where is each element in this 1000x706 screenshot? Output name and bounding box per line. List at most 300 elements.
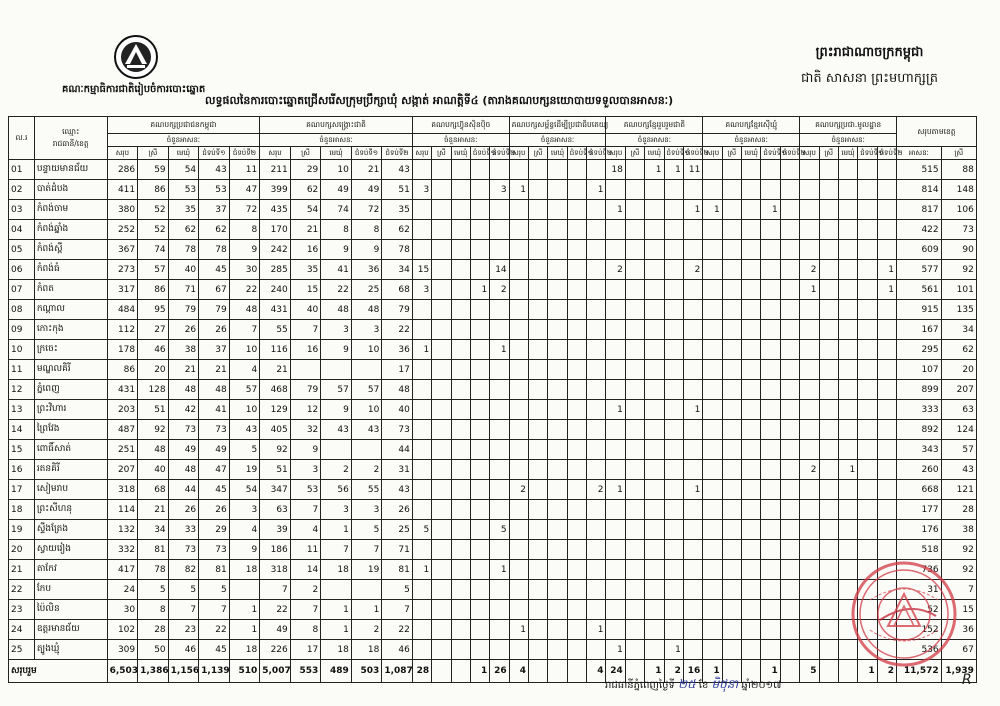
- row-cell: [567, 200, 586, 220]
- row-cell: [606, 340, 625, 360]
- row-cell: 317: [107, 280, 138, 300]
- row-cell: [664, 600, 683, 620]
- row-cell: [838, 520, 857, 540]
- row-cell: 16: [290, 240, 321, 260]
- row-province: មណ្ឌលគិរី: [34, 360, 107, 380]
- row-cell: 399: [260, 180, 291, 200]
- row-cell: [761, 280, 780, 300]
- row-cell: 17: [382, 360, 413, 380]
- row-cell: [722, 320, 741, 340]
- row-cell: 49: [321, 180, 352, 200]
- row-cell: 21: [168, 360, 199, 380]
- row-cell: [858, 500, 877, 520]
- row-cell: 915: [897, 300, 942, 320]
- row-cell: [470, 500, 489, 520]
- header-party-4: គណបក្សសម្ព័ន្ធដើម្បីប្រជាធិបតេយ្យ: [509, 117, 606, 134]
- row-cell: [529, 200, 548, 220]
- row-cell: 71: [168, 280, 199, 300]
- row-cell: 62: [168, 220, 199, 240]
- row-cell: [761, 480, 780, 500]
- row-cell: [567, 320, 586, 340]
- row-cell: [683, 180, 702, 200]
- row-cell: [703, 320, 722, 340]
- row-cell: 48: [351, 300, 382, 320]
- row-cell: [625, 260, 644, 280]
- row-cell: 43: [941, 460, 976, 480]
- row-cell: [858, 380, 877, 400]
- row-cell: 10: [229, 400, 260, 420]
- row-cell: 152: [897, 620, 942, 640]
- row-cell: 92: [941, 560, 976, 580]
- row-cell: [780, 460, 799, 480]
- row-cell: 3: [321, 320, 352, 340]
- row-cell: 2: [351, 620, 382, 640]
- row-cell: [703, 580, 722, 600]
- row-cell: [742, 260, 761, 280]
- row-cell: 1: [800, 280, 819, 300]
- row-cell: [451, 340, 470, 360]
- row-cell: [548, 520, 567, 540]
- row-cell: 18: [229, 640, 260, 660]
- row-cell: [819, 640, 838, 660]
- row-cell: [761, 560, 780, 580]
- row-cell: 49: [351, 180, 382, 200]
- row-cell: [877, 220, 896, 240]
- row-cell: [625, 300, 644, 320]
- row-cell: [509, 440, 528, 460]
- row-cell: [412, 220, 431, 240]
- row-cell: [451, 380, 470, 400]
- row-cell: 1: [838, 460, 857, 480]
- row-cell: 86: [107, 360, 138, 380]
- row-cell: [625, 500, 644, 520]
- row-cell: [838, 500, 857, 520]
- total-cell: [529, 660, 548, 683]
- row-cell: 46: [382, 640, 413, 660]
- row-cell: 2: [800, 460, 819, 480]
- row-cell: 86: [138, 280, 169, 300]
- row-cell: 5: [138, 580, 169, 600]
- row-cell: [587, 260, 606, 280]
- row-cell: [509, 500, 528, 520]
- row-cell: [470, 360, 489, 380]
- header-seats-label: ចំនួនអាសនៈ: [107, 134, 260, 147]
- row-cell: [645, 460, 664, 480]
- row-cell: [432, 520, 451, 540]
- row-cell: [567, 260, 586, 280]
- row-cell: [742, 440, 761, 460]
- total-cell: 4: [509, 660, 528, 683]
- row-cell: 5: [351, 520, 382, 540]
- row-cell: 41: [321, 260, 352, 280]
- row-cell: [509, 340, 528, 360]
- row-cell: 40: [382, 400, 413, 420]
- header-sub-1: សរុប: [260, 147, 291, 160]
- row-cell: [432, 380, 451, 400]
- row-cell: 1: [587, 180, 606, 200]
- row-cell: [567, 500, 586, 520]
- row-cell: [683, 380, 702, 400]
- row-cell: 33: [168, 520, 199, 540]
- row-cell: 7: [290, 600, 321, 620]
- row-cell: 26: [382, 500, 413, 520]
- date-place: រាជធានីភ្នំពេញថ្ងៃទី: [605, 680, 675, 691]
- header-sub-4: ជំទប់ទី១: [761, 147, 780, 160]
- row-cell: [683, 360, 702, 380]
- row-cell: 561: [897, 280, 942, 300]
- row-cell: [412, 440, 431, 460]
- table-row: [9, 520, 977, 540]
- row-cell: [780, 240, 799, 260]
- row-cell: [877, 300, 896, 320]
- row-cell: 15: [941, 600, 976, 620]
- row-cell: [664, 240, 683, 260]
- row-cell: [606, 620, 625, 640]
- table-row: [9, 220, 977, 240]
- row-province: រតនគិរី: [34, 460, 107, 480]
- row-cell: 15: [412, 260, 431, 280]
- header-party-5: គណបក្សខ្មែររួបរួមជាតិ: [606, 117, 703, 134]
- row-cell: [470, 560, 489, 580]
- row-cell: 207: [107, 460, 138, 480]
- row-cell: [548, 280, 567, 300]
- row-cell: 48: [168, 380, 199, 400]
- row-cell: 211: [260, 160, 291, 180]
- row-cell: [780, 280, 799, 300]
- total-cell: 1: [703, 660, 722, 683]
- row-cell: 30: [229, 260, 260, 280]
- row-cell: [722, 620, 741, 640]
- row-cell: 1: [683, 200, 702, 220]
- row-number: 03: [9, 200, 35, 220]
- row-cell: 78: [382, 240, 413, 260]
- row-cell: 15: [290, 280, 321, 300]
- row-cell: [819, 480, 838, 500]
- table-row: [9, 240, 977, 260]
- row-cell: [780, 180, 799, 200]
- row-cell: 7: [351, 540, 382, 560]
- row-cell: 1: [229, 600, 260, 620]
- row-cell: 36: [941, 620, 976, 640]
- row-cell: [432, 300, 451, 320]
- header-sub-4: ជំទប់ទី១: [470, 147, 489, 160]
- row-cell: [800, 500, 819, 520]
- row-cell: 95: [138, 300, 169, 320]
- row-cell: [761, 440, 780, 460]
- row-cell: [742, 480, 761, 500]
- row-cell: 116: [260, 340, 291, 360]
- row-cell: [838, 240, 857, 260]
- row-cell: [703, 280, 722, 300]
- row-cell: [664, 260, 683, 280]
- row-cell: [761, 360, 780, 380]
- row-cell: 34: [382, 260, 413, 280]
- row-cell: [451, 240, 470, 260]
- row-cell: [509, 360, 528, 380]
- row-cell: 79: [290, 380, 321, 400]
- header-sub-1: សរុប: [107, 147, 138, 160]
- row-cell: 1: [321, 620, 352, 640]
- row-cell: 892: [897, 420, 942, 440]
- row-cell: [606, 500, 625, 520]
- row-cell: 435: [260, 200, 291, 220]
- row-cell: 18: [229, 560, 260, 580]
- row-cell: 1: [490, 560, 509, 580]
- row-cell: 67: [941, 640, 976, 660]
- row-cell: [780, 200, 799, 220]
- row-cell: [625, 380, 644, 400]
- row-cell: [625, 180, 644, 200]
- row-cell: 1: [412, 560, 431, 580]
- row-cell: [451, 520, 470, 540]
- total-cell: 1: [761, 660, 780, 683]
- row-cell: [858, 540, 877, 560]
- row-cell: [412, 160, 431, 180]
- row-cell: [509, 240, 528, 260]
- row-cell: [548, 420, 567, 440]
- row-cell: 10: [351, 400, 382, 420]
- row-cell: [877, 380, 896, 400]
- row-number: 05: [9, 240, 35, 260]
- row-cell: 26: [168, 320, 199, 340]
- row-cell: 102: [107, 620, 138, 640]
- row-cell: 53: [168, 180, 199, 200]
- row-cell: [877, 620, 896, 640]
- row-cell: [761, 300, 780, 320]
- row-cell: [625, 580, 644, 600]
- row-cell: [412, 500, 431, 520]
- row-cell: 106: [941, 200, 976, 220]
- row-cell: [470, 520, 489, 540]
- row-cell: [509, 280, 528, 300]
- row-cell: 1: [606, 400, 625, 420]
- row-cell: [800, 600, 819, 620]
- row-cell: [432, 640, 451, 660]
- row-cell: [800, 160, 819, 180]
- row-cell: [838, 360, 857, 380]
- row-cell: [606, 420, 625, 440]
- row-number: 21: [9, 560, 35, 580]
- row-cell: [509, 320, 528, 340]
- row-cell: 44: [382, 440, 413, 460]
- row-cell: [819, 300, 838, 320]
- row-cell: [451, 280, 470, 300]
- row-cell: 1: [877, 280, 896, 300]
- row-cell: 78: [199, 240, 230, 260]
- row-cell: 1: [321, 520, 352, 540]
- row-cell: [587, 320, 606, 340]
- row-cell: 54: [168, 160, 199, 180]
- row-cell: [877, 400, 896, 420]
- row-cell: [703, 400, 722, 420]
- row-cell: [780, 340, 799, 360]
- row-cell: [722, 580, 741, 600]
- row-province: ក្រចេះ: [34, 340, 107, 360]
- row-cell: 899: [897, 380, 942, 400]
- row-province: កោះកុង: [34, 320, 107, 340]
- row-cell: 7: [382, 600, 413, 620]
- header-seats-label: ចំនួនអាសនៈ: [412, 134, 509, 147]
- row-cell: [625, 480, 644, 500]
- total-cell: 1,139: [199, 660, 230, 683]
- row-cell: [451, 260, 470, 280]
- row-cell: 43: [382, 480, 413, 500]
- row-cell: 22: [199, 620, 230, 640]
- row-cell: 3: [412, 280, 431, 300]
- row-number: 17: [9, 480, 35, 500]
- row-cell: 35: [290, 260, 321, 280]
- row-cell: [509, 540, 528, 560]
- row-cell: [548, 400, 567, 420]
- row-cell: [645, 580, 664, 600]
- row-cell: 62: [199, 220, 230, 240]
- row-cell: 295: [897, 340, 942, 360]
- row-cell: 1: [703, 200, 722, 220]
- row-cell: [645, 280, 664, 300]
- header-sub-1: សរុប: [509, 147, 528, 160]
- header-party-2: គណបក្សសង្គ្រោះជាតិ: [260, 117, 413, 134]
- row-cell: [451, 560, 470, 580]
- row-cell: [761, 180, 780, 200]
- row-cell: [800, 340, 819, 360]
- row-cell: [800, 200, 819, 220]
- row-cell: [858, 160, 877, 180]
- row-cell: [548, 540, 567, 560]
- row-cell: [529, 620, 548, 640]
- row-cell: [548, 560, 567, 580]
- row-number: 20: [9, 540, 35, 560]
- row-cell: [529, 320, 548, 340]
- row-cell: [645, 480, 664, 500]
- row-cell: 73: [199, 420, 230, 440]
- header-sub-1: សរុប: [800, 147, 819, 160]
- row-cell: [800, 180, 819, 200]
- row-cell: [722, 180, 741, 200]
- row-cell: [664, 180, 683, 200]
- row-cell: [625, 200, 644, 220]
- row-cell: [451, 480, 470, 500]
- row-cell: [470, 200, 489, 220]
- row-cell: [780, 260, 799, 280]
- row-cell: [858, 560, 877, 580]
- row-cell: [819, 420, 838, 440]
- row-province: កំពង់ស្ពឺ: [34, 240, 107, 260]
- row-province: ឧត្ដរមានជ័យ: [34, 620, 107, 640]
- row-cell: 10: [229, 340, 260, 360]
- row-cell: 36: [351, 260, 382, 280]
- row-cell: 45: [199, 480, 230, 500]
- row-cell: [858, 260, 877, 280]
- row-cell: [432, 580, 451, 600]
- row-cell: 176: [897, 520, 942, 540]
- row-cell: 23: [168, 620, 199, 640]
- row-cell: [858, 440, 877, 460]
- row-cell: [838, 300, 857, 320]
- row-cell: [351, 360, 382, 380]
- row-cell: 367: [107, 240, 138, 260]
- row-cell: [722, 480, 741, 500]
- row-cell: [800, 300, 819, 320]
- row-cell: [742, 300, 761, 320]
- row-cell: 62: [941, 340, 976, 360]
- row-cell: [703, 340, 722, 360]
- row-cell: [625, 420, 644, 440]
- total-cell: 510: [229, 660, 260, 683]
- row-cell: [819, 260, 838, 280]
- row-cell: 48: [199, 380, 230, 400]
- row-cell: 2: [509, 480, 528, 500]
- row-cell: [645, 260, 664, 280]
- row-cell: [548, 180, 567, 200]
- row-cell: [625, 540, 644, 560]
- row-number: 14: [9, 420, 35, 440]
- row-cell: [490, 640, 509, 660]
- row-cell: [819, 280, 838, 300]
- row-cell: [819, 400, 838, 420]
- row-cell: [761, 540, 780, 560]
- row-cell: [432, 480, 451, 500]
- row-cell: [548, 260, 567, 280]
- row-cell: 25: [351, 280, 382, 300]
- row-cell: [412, 620, 431, 640]
- row-cell: 19: [229, 460, 260, 480]
- row-cell: 49: [168, 440, 199, 460]
- row-cell: 10: [351, 340, 382, 360]
- row-cell: 1: [645, 160, 664, 180]
- row-cell: [838, 540, 857, 560]
- row-cell: [819, 240, 838, 260]
- row-cell: [625, 600, 644, 620]
- row-cell: [451, 360, 470, 380]
- row-cell: [742, 400, 761, 420]
- row-cell: [606, 180, 625, 200]
- total-cell: 1,386: [138, 660, 169, 683]
- row-cell: [470, 640, 489, 660]
- nec-emblem-icon: [113, 34, 159, 80]
- row-cell: [858, 340, 877, 360]
- row-cell: [432, 460, 451, 480]
- row-cell: [567, 520, 586, 540]
- row-cell: [780, 380, 799, 400]
- row-cell: 32: [290, 420, 321, 440]
- row-cell: [490, 440, 509, 460]
- row-cell: [451, 180, 470, 200]
- row-cell: [683, 540, 702, 560]
- row-cell: [800, 440, 819, 460]
- row-cell: [567, 280, 586, 300]
- row-cell: [722, 300, 741, 320]
- row-cell: 53: [290, 480, 321, 500]
- row-cell: [529, 180, 548, 200]
- row-cell: 25: [382, 520, 413, 540]
- row-cell: [664, 300, 683, 320]
- row-cell: 7: [168, 600, 199, 620]
- row-cell: 20: [138, 360, 169, 380]
- row-number: 07: [9, 280, 35, 300]
- row-cell: [683, 560, 702, 580]
- row-cell: [800, 520, 819, 540]
- header-seats-label: ចំនួនអាសនៈ: [606, 134, 703, 147]
- total-cell: 1,087: [382, 660, 413, 683]
- row-cell: 9: [229, 540, 260, 560]
- results-sheet: [8, 116, 976, 676]
- row-cell: [606, 540, 625, 560]
- row-cell: [645, 380, 664, 400]
- row-cell: [780, 560, 799, 580]
- row-cell: 92: [941, 260, 976, 280]
- row-cell: 73: [168, 420, 199, 440]
- row-cell: 9: [321, 240, 352, 260]
